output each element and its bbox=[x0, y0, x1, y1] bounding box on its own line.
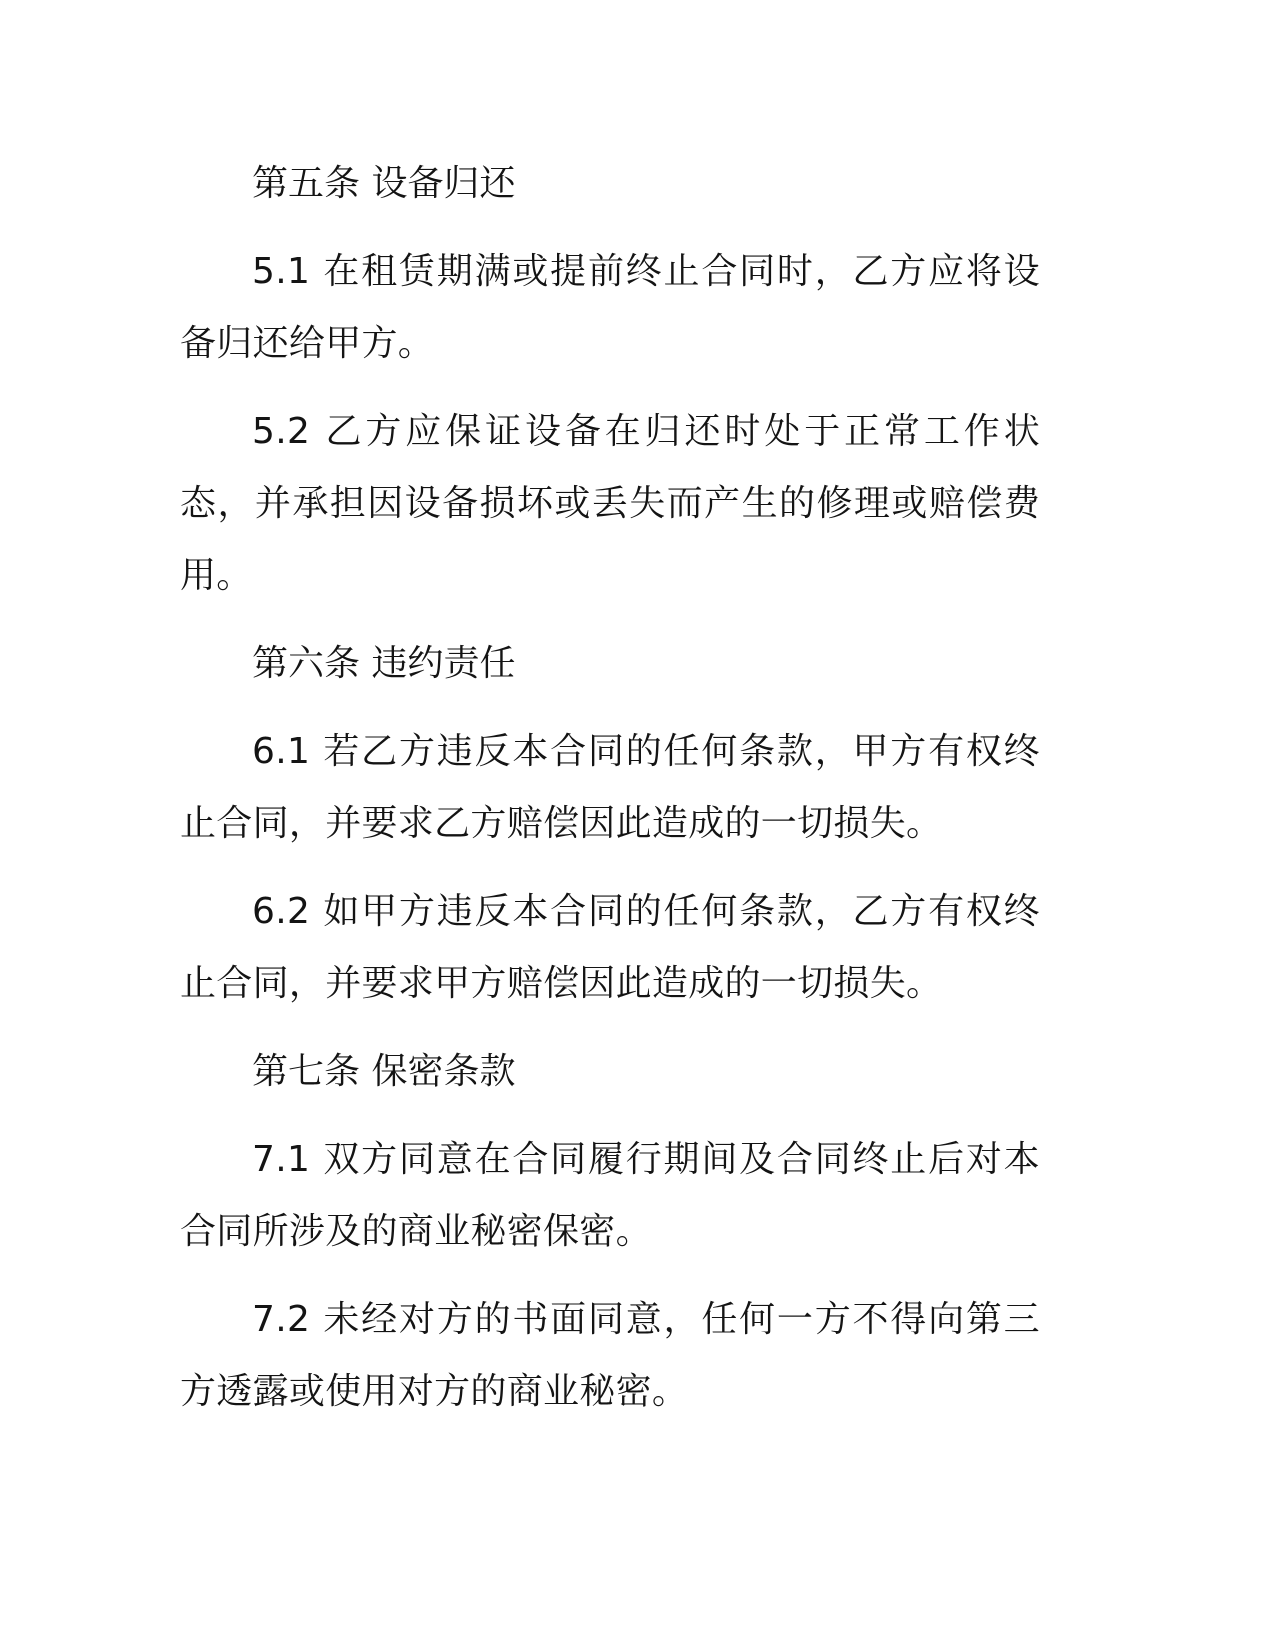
clause-5-1: 5.1 在租赁期满或提前终止合同时，乙方应将设备归还给甲方。 bbox=[180, 251, 1040, 364]
section-heading-7: 第七条 保密条款 bbox=[252, 1051, 516, 1092]
section-heading-5: 第五条 设备归还 bbox=[252, 163, 516, 204]
section-heading-6: 第六条 违约责任 bbox=[252, 643, 516, 684]
clause-7-2: 7.2 未经对方的书面同意，任何一方不得向第三方透露或使用对方的商业秘密。 bbox=[180, 1299, 1040, 1412]
clause-6-2: 6.2 如甲方违反本合同的任何条款，乙方有权终止合同，并要求甲方赔偿因此造成的一切损失。 bbox=[180, 891, 1040, 1004]
clause-7-1: 7.1 双方同意在合同履行期间及合同终止后对本合同所涉及的商业秘密保密。 bbox=[180, 1139, 1040, 1252]
clause-6-1: 6.1 若乙方违反本合同的任何条款，甲方有权终止合同，并要求乙方赔偿因此造成的一切损失。 bbox=[180, 731, 1040, 844]
clause-5-2: 5.2 乙方应保证设备在归还时处于正常工作状态，并承担因设备损坏或丢失而产生的修理或赔偿费用。 bbox=[180, 411, 1040, 596]
document-body bbox=[180, 148, 1040, 1444]
